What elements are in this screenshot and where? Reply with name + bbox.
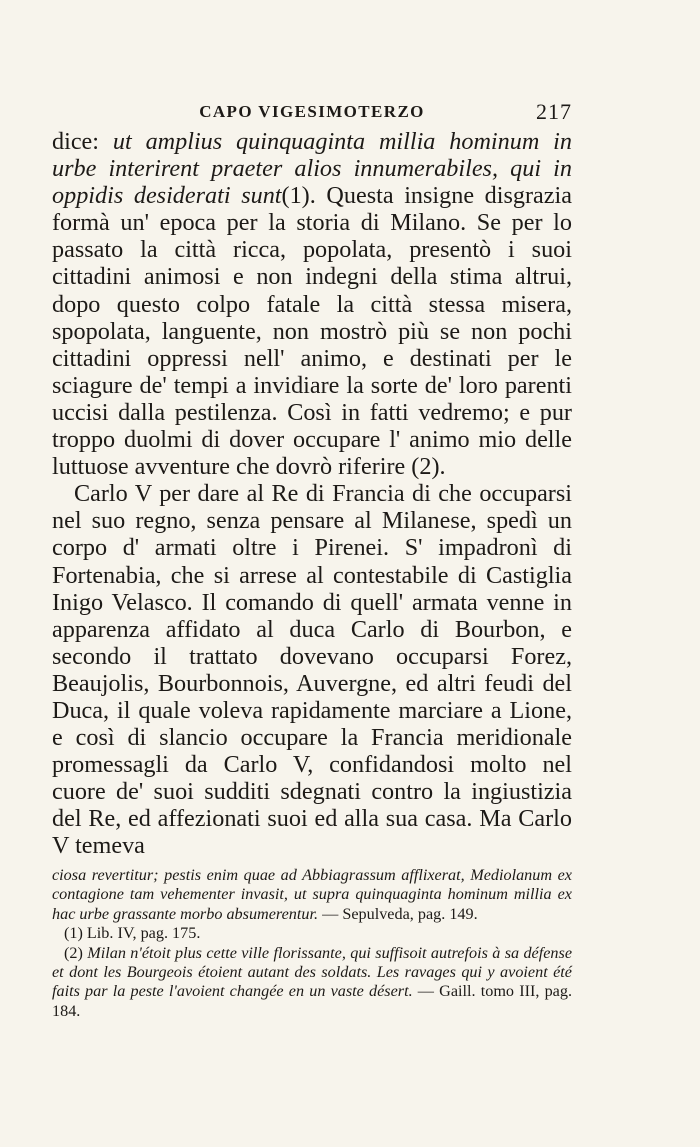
footnotes [52,866,572,1021]
chapter-title: CAPO VIGESIMOTERZO [199,102,425,121]
footnote-ref-1: (1). [281,182,316,210]
footnote-2 [52,944,572,1022]
latin-quote: ut amplius quinquaginta millia hominum in urbe interirent praeter alios innumerabiles, qui in oppidis desiderati sunt [52,128,572,210]
paragraph-1 [52,128,572,480]
main-text [52,128,572,860]
footnote-continuation [52,866,572,924]
paragraph-1-text: Questa insigne disgrazia formà un' epoca per la storia di Milano. Se per lo passato la città ricca, popolata, presentò i suoi cittadini animosi e non indegni della stima altrui, dopo questo colpo fatale la città stessa misera, spopolata, languente, non mostrò più se non pochi cittadini oppressi nell' animo, e destinati per le sciagure de' tempi a invidiare la sorte de' loro parenti uccisi dalla pestilenza. Così in fatti vedremo; e pur troppo duolmi di dover occupare l' animo mio delle luttuose avventure che dovrò riferire (2). [52,182,572,481]
footnote-2-marker: (2) [64,943,88,962]
page-number: 217 [536,99,572,124]
running-head [52,100,572,128]
paragraph-2: Carlo V per dare al Re di Francia di che occuparsi nel suo regno, senza pensare al Milanese, spedì un corpo d' armati oltre i Pirenei. S' impadronì di Fortenabia, che si arrese al contestabile di Castiglia Inigo Velasco. Il comando di quell' armata venne in apparenza affidato al duca Carlo di Bourbon, e secondo il trattato dovevano occuparsi Forez, Beaujolis, Bourbonnois, Auvergne, ed altri feudi del Duca, il quale voleva rapidamente marciare a Lione, e così di slancio occupare la Francia meridionale promessagli da Carlo V, confidandosi molto nel cuore de' suoi sudditi sdegnati contro la ingiustizia del Re, ed affezionati suoi ed alla sua casa. Ma Carlo V temeva [52,480,572,860]
footnote-continuation-source: — Sepulveda, pag. 149. [318,904,478,923]
footnote-2-source: — Gaill. tomo III, pag. 184. [52,982,573,1020]
footnote-continuation-latin: ciosa revertitur; pestis enim quae ad Abbiagrassum afflixerat, Mediolanum ex contagione tam vehementer invasit, ut supra quinquaginta hominum millia ex hac urbe grassante morbo absumerentur. [52,866,572,923]
paragraph-1-intro: dice: [52,128,113,155]
footnote-1: (1) Lib. IV, pag. 175. [64,924,201,943]
footnote-2-french: Milan n'étoit plus cette ville florissante, qui suffisoit autrefois à sa défense et dont les Bourgeois étoient autant des soldats. Les ravages qui y avoient été faits par la peste l'avoient changée en un vaste désert. [52,943,573,1001]
